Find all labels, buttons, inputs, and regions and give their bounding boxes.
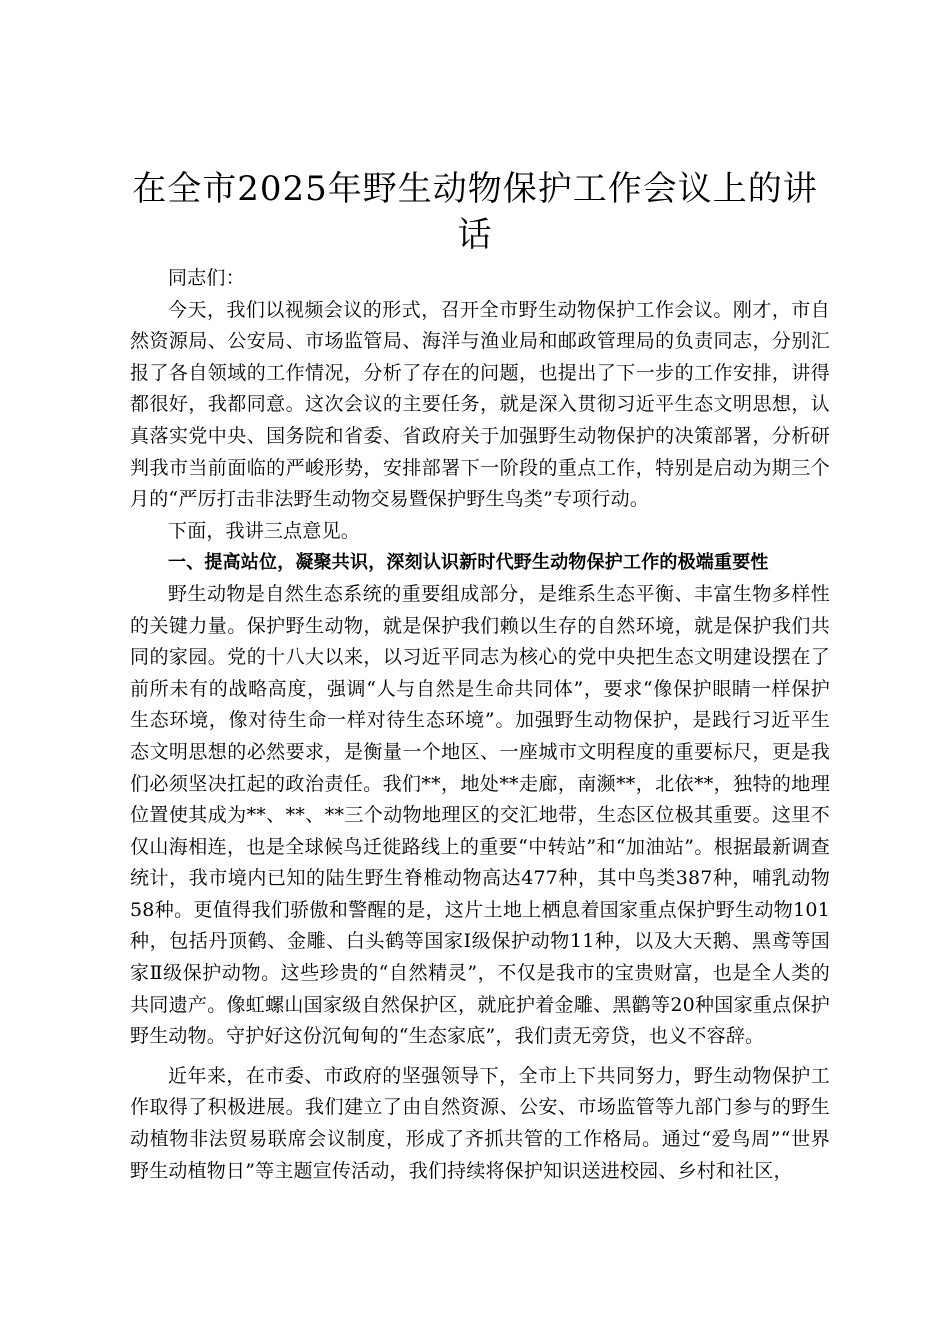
paragraph-section-2: 近年来，在市委、市政府的坚强领导下，全市上下共同努力，野生动物保护工作取得了积极进展。我们建立了由自然资源、公安、市场监管等九部门参与的野生动植物非法贸易联席会议制度，形成了齐抓共管的工作格局。通过“爱鸟周”“世界野生动植物日”等主题宣传活动，我们持续将保护知识送进校园、乡村和社区， <box>130 1064 830 1182</box>
paragraph-outline: 下面，我讲三点意见。 <box>168 519 361 542</box>
paragraph-opening: 今天，我们以视频会议的形式，召开全市野生动物保护工作会议。刚才，市自然资源局、公安局、市场监管局、海洋与渔业局和邮政管理局的负责同志，分别汇报了各自领域的工作情况，分析了存在的问题，也提出了下一步的工作安排，讲得都很好，我都同意。这次会议的主要任务，就是深入贯彻习近平生态文明思想，认真落实党中央、国务院和省委、省政府关于加强野生动物保护的决策部署，分析研判我市当前面临的严峻形势，安排部署下一阶段的重点工作，特别是启动为期三个月的“严厉打击非法野生动物交易暨保护野生鸟类”专项行动。 <box>130 298 830 511</box>
paragraph-section-1: 野生动物是自然生态系统的重要组成部分，是维系生态平衡、丰富生物多样性的关键力量。保护野生动物，就是保护我们赖以生存的自然环境，就是保护我们共同的家园。党的十八大以来，以习近平同志为核心的党中央把生态文明建设摆在了前所未有的战略高度，强调“人与自然是生命共同体”，要求“像保护眼睛一样保护生态环境，像对待生命一样对待生态环境”。加强野生动物保护，是践行习近平生态文明思想的必然要求，是衡量一个地区、一座城市文明程度的重要标尺，更是我们必须坚决扛起的政治责任。我们**，地处**走廊，南濒**，北依**，独特的地理位置使其成为**、**、**三个动物地理区的交汇地带，生态区位极其重要。这里不仅山海相连，也是全球候鸟迁徙路线上的重要“中转站”和“加油站”。根据最新调查统计，我市境内已知的陆生野生脊椎动物高达477种，其中鸟类387种，哺乳动物58种。更值得我们骄傲和警醒的是，这片土地上栖息着国家重点保护野生动物101种，包括丹顶鹤、金雕、白头鹤等国家Ⅰ级保护动物11种，以及大天鹅、黑鸢等国家Ⅱ级保护动物。这些珍贵的“自然精灵”，不仅是我市的宝贵财富，也是全人类的共同遗产。像虹螺山国家级自然保护区，就庇护着金雕、黑鹳等20种国家重点保护野生动物。守护好这份沉甸甸的“生态家底”，我们责无旁贷，也义不容辞。 <box>130 582 830 1048</box>
section-heading: 一、提高站位，凝聚共识，深刻认识新时代野生动物保护工作的极端重要性 <box>168 552 769 574</box>
document-body <box>130 263 830 1187</box>
greeting: 同志们： <box>168 267 245 289</box>
document-title: 在全市2025年野生动物保护工作会议上的讲话 <box>132 169 818 255</box>
